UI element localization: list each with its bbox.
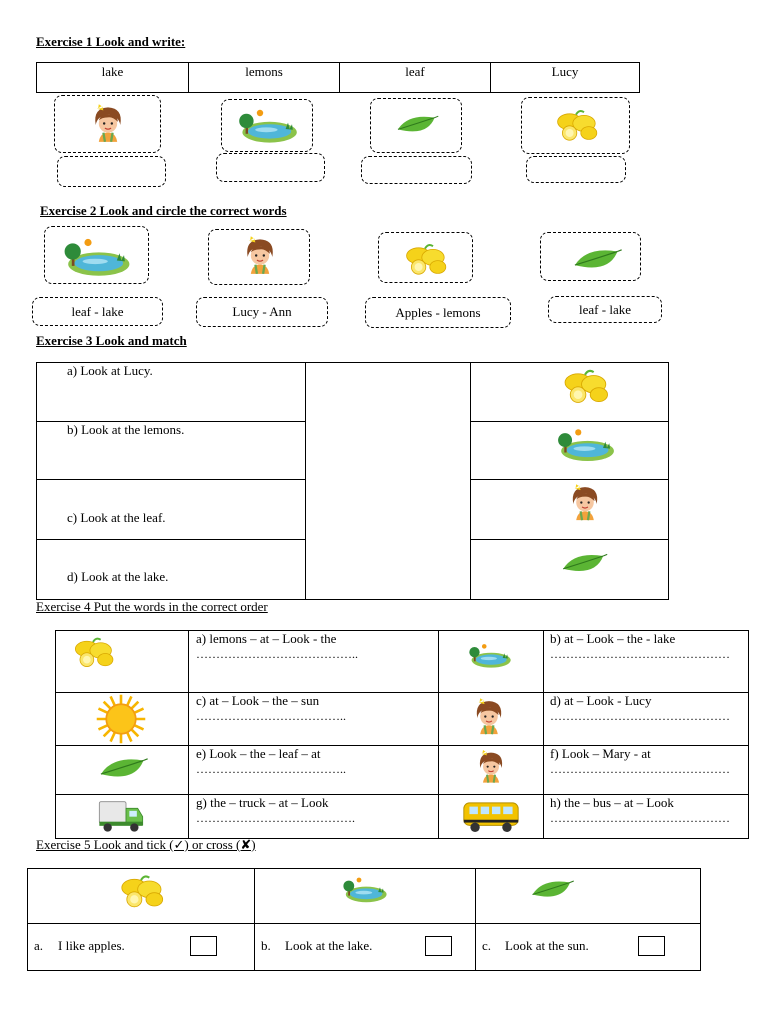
sun-picture — [94, 693, 148, 745]
picture-frame — [370, 98, 462, 153]
answer-line[interactable]: ……………………………….. — [196, 762, 346, 776]
picture-frame — [540, 232, 641, 281]
answer-line[interactable]: ……………………………………… — [550, 647, 730, 661]
bus-picture — [461, 797, 521, 835]
picture-frame — [521, 97, 630, 154]
tick-box[interactable] — [425, 936, 452, 956]
matching-space[interactable] — [306, 363, 471, 600]
match-sentence: c) Look at the leaf. — [67, 510, 166, 525]
exercise-1-heading: Exercise 1 Look and write: — [36, 34, 186, 49]
answer-box[interactable] — [216, 153, 325, 182]
answer-box[interactable] — [526, 156, 626, 183]
exercise-4-heading: Exercise 4 Put the words in the correct order — [36, 599, 268, 614]
leaf-picture — [528, 875, 576, 905]
answer-box[interactable] — [361, 156, 472, 184]
leaf-picture — [395, 109, 439, 141]
lemons-picture — [116, 871, 166, 911]
exercise-4-order-table — [55, 630, 749, 839]
exercise-3-heading: Exercise 3 Look and match — [36, 333, 187, 348]
order-prompt: d) at – Look - Lucy — [550, 693, 652, 708]
answer-box[interactable] — [57, 156, 166, 187]
lemons-picture — [559, 365, 611, 407]
leaf-picture — [569, 243, 625, 277]
answer-line[interactable]: ……………………………………… — [550, 762, 730, 776]
order-prompt: b) at – Look – the - lake — [550, 631, 676, 646]
picture-frame — [54, 95, 161, 153]
order-prompt: f) Look – Mary - at — [550, 746, 651, 761]
tick-sentence: I like apples. — [58, 938, 125, 953]
tick-sentence: Look at the lake. — [285, 938, 373, 953]
order-prompt: a) lemons – at – Look - the — [196, 631, 337, 646]
truck-picture — [96, 795, 146, 835]
answer-line[interactable]: ……………………………………… — [550, 811, 730, 825]
word-cell: Lucy — [491, 63, 640, 93]
lemons-picture — [401, 240, 449, 278]
lake-picture — [555, 424, 617, 464]
word-choice[interactable]: leaf - lake — [548, 296, 662, 323]
match-sentence: b) Look at the lemons. — [67, 422, 185, 437]
picture-frame — [208, 229, 310, 285]
match-sentence: a) Look at Lucy. — [67, 363, 153, 378]
lemons-picture — [552, 106, 600, 144]
exercise-1-word-table — [36, 62, 640, 93]
exercise-5-tick-table — [27, 868, 701, 971]
leaf-picture — [96, 752, 150, 786]
word-cell: leaf — [340, 63, 491, 93]
word-cell: lemons — [189, 63, 340, 93]
girl-picture — [467, 695, 511, 741]
order-prompt: c) at – Look – the – sun — [196, 693, 320, 708]
word-cell: lake — [37, 63, 189, 93]
answer-line[interactable]: ………………………………….. — [196, 647, 358, 661]
lake-picture — [341, 871, 389, 907]
answer-line[interactable]: ……………………………….. — [196, 709, 346, 723]
exercise-3-match-table — [36, 362, 669, 600]
item-letter: b. — [261, 938, 271, 953]
lake-picture — [61, 233, 133, 279]
word-choice[interactable]: Apples - lemons — [365, 297, 511, 328]
girl-face-picture — [471, 748, 511, 788]
tick-box[interactable] — [190, 936, 217, 956]
order-prompt: e) Look – the – leaf – at — [196, 746, 321, 761]
girl-picture — [237, 234, 283, 280]
tick-box[interactable] — [638, 936, 665, 956]
match-sentence: d) Look at the lake. — [67, 569, 169, 584]
exercise-5-heading: Exercise 5 Look and tick (✓) or cross (✘) — [36, 837, 256, 852]
word-choice[interactable]: Lucy - Ann — [196, 297, 328, 327]
picture-frame — [221, 99, 313, 152]
order-prompt: g) the – truck – at – Look — [196, 795, 329, 810]
item-letter: a. — [34, 938, 44, 953]
leaf-picture — [559, 548, 609, 580]
picture-frame — [44, 226, 149, 284]
girl-picture — [563, 482, 607, 526]
word-choice[interactable]: leaf - lake — [32, 297, 163, 326]
answer-line[interactable]: ……………………………………… — [550, 709, 730, 723]
exercise-2-heading: Exercise 2 Look and circle the correct words — [40, 203, 287, 218]
lemons-picture — [70, 633, 116, 671]
lake-picture — [467, 635, 513, 675]
lake-picture — [236, 104, 300, 146]
answer-line[interactable]: …………………………………. — [196, 811, 355, 825]
girl-picture — [83, 102, 133, 148]
tick-sentence: Look at the sun. — [505, 938, 589, 953]
picture-frame — [378, 232, 473, 283]
order-prompt: h) the – bus – at – Look — [550, 795, 674, 810]
item-letter: c. — [482, 938, 492, 953]
